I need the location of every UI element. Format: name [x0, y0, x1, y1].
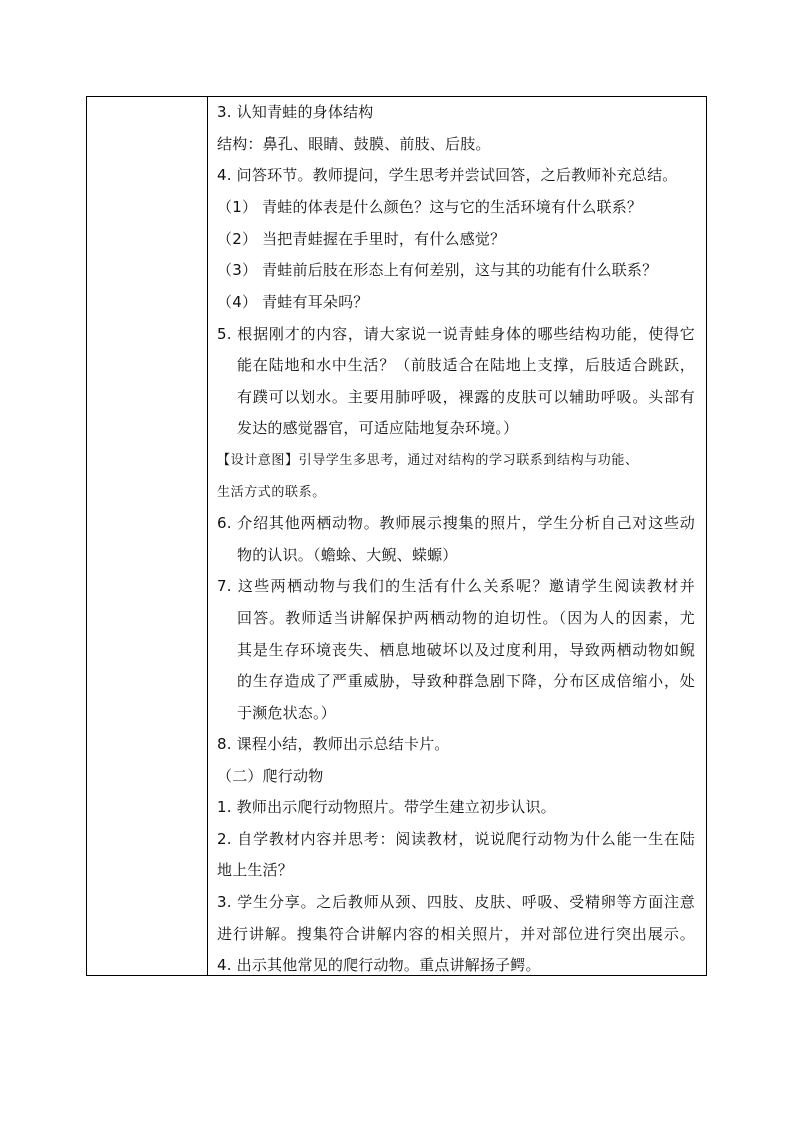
text-line: 3. 学生分享。之后教师从颈、四肢、皮肤、呼吸、受精卵等方面注意	[217, 893, 695, 911]
text-line: 结构：鼻孔、眼睛、鼓膜、前肢、后肢。	[217, 135, 491, 153]
text-line: 4. 问答环节。教师提问，学生思考并尝试回答，之后教师补充总结。	[217, 166, 678, 184]
text-line: 物的认识。（蟾蜍、大鲵、蝾螈）	[237, 546, 458, 564]
text-line: 进行讲解。搜集符合讲解内容的相关照片，并对部位进行突出展示。	[217, 925, 695, 943]
text-line: （4） 青蛙有耳朵吗？	[217, 293, 369, 311]
text-line: 有蹼可以划水。主要用肺呼吸，裸露的皮肤可以辅助呼吸。头部有	[237, 388, 695, 406]
section-heading: （二）爬行动物	[217, 767, 324, 785]
text-line: 5. 根据刚才的内容，请大家说一说青蛙身体的哪些结构功能，使得它	[217, 325, 695, 343]
column-divider	[207, 97, 208, 975]
text-line: 的生存造成了严重威胁，导致种群急剧下降，分布区成倍缩小，处	[237, 672, 695, 690]
text-line: 其是生存环境丧失、栖息地破坏以及过度利用，导致两栖动物如鲵	[237, 641, 695, 659]
text-line: （2） 当把青蛙握在手里时，有什么感觉？	[217, 230, 506, 248]
text-line: 发达的感觉器官，可适应陆地复杂环境。）	[237, 419, 519, 437]
text-line: 能在陆地和水中生活？（前肢适合在陆地上支撑，后肢适合跳跃，	[237, 356, 695, 374]
text-line: 7. 这些两栖动物与我们的生活有什么关系呢？邀请学生阅读教材并	[217, 577, 695, 595]
lesson-plan-table	[86, 96, 707, 976]
text-line: 3. 认知青蛙的身体结构	[217, 103, 374, 121]
text-line: （1） 青蛙的体表是什么颜色？这与它的生活环境有什么联系？	[217, 198, 643, 216]
text-line: （3） 青蛙前后肢在形态上有何差别，这与其的功能有什么联系？	[217, 261, 658, 279]
text-line: 4. 出示其他常见的爬行动物。重点讲解扬子鳄。	[217, 956, 541, 974]
design-intent-line: 【设计意图】引导学生多思考，通过对结构的学习联系到结构与功能、	[217, 453, 639, 468]
text-line: 6. 介绍其他两栖动物。教师展示搜集的照片，学生分析自己对这些动	[217, 514, 695, 532]
text-line: 8. 课程小结，教师出示总结卡片。	[217, 735, 450, 753]
text-line: 于濒危状态。）	[237, 704, 336, 722]
text-line: 回答。教师适当讲解保护两栖动物的迫切性。（因为人的因素，尤	[237, 609, 695, 627]
text-line: 2. 自学教材内容并思考：阅读教材，说说爬行动物为什么能一生在陆	[217, 830, 695, 848]
text-line: 地上生活？	[217, 861, 294, 879]
text-line: 1. 教师出示爬行动物照片。带学生建立初步认识。	[217, 798, 556, 816]
design-intent-line: 生活方式的联系。	[217, 485, 326, 500]
